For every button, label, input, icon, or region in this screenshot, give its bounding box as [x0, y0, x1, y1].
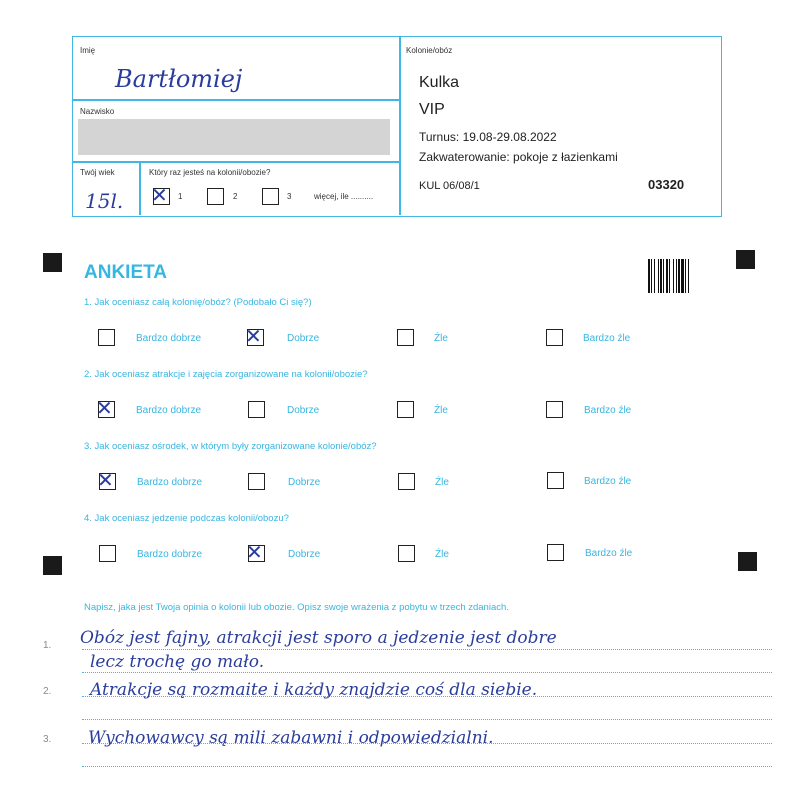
q1-checkbox-zle[interactable]	[397, 329, 414, 346]
answer-line-1b	[82, 672, 772, 673]
q4-checkbox-dobrze[interactable]	[246, 540, 265, 564]
line-number-2: 2.	[43, 686, 52, 697]
q2-option-bardzo-zle: Bardzo źle	[584, 405, 632, 416]
survey-title: ANKIETA	[84, 262, 168, 283]
q1-option-dobrze: Dobrze	[287, 333, 320, 344]
times-more-label: więcej, ile ..........	[314, 192, 374, 201]
age-field[interactable]: 15l.	[85, 189, 124, 213]
times-checkbox-2[interactable]	[207, 188, 224, 205]
opinion-prompt: Napisz, jaka jest Twoja opinia o kolonii lub obozie. Opisz swoje wrażenia z pobytu w trzech zdaniach.	[84, 602, 509, 613]
q3-checkbox-bardzo-zle[interactable]	[547, 472, 564, 489]
answer-text-2[interactable]: Atrakcje są rozmaite i każdy znajdzie coś dla siebie.	[90, 680, 538, 700]
camp-type: VIP	[419, 101, 445, 118]
answer-text-1-continued[interactable]: lecz trochę go mało.	[90, 652, 265, 672]
q2-checkbox-dobrze[interactable]	[248, 401, 265, 418]
question-2-text: 2. Jak oceniasz atrakcje i zajęcia zorganizowane na kolonii/obozie?	[84, 369, 368, 380]
q2-checkbox-bardzo-dobrze[interactable]	[96, 396, 115, 420]
checkbox-x-mark: ✕	[245, 324, 262, 348]
q4-option-bardzo-zle: Bardzo źle	[585, 548, 633, 559]
q3-checkbox-bardzo-dobrze[interactable]	[97, 468, 116, 492]
q3-option-dobrze: Dobrze	[288, 477, 321, 488]
answer-text-1[interactable]: Obóz jest fajny, atrakcji jest sporo a jedzenie jest dobre	[80, 628, 557, 648]
line-number-3: 3.	[43, 734, 52, 745]
q2-checkbox-zle[interactable]	[397, 401, 414, 418]
q1-option-zle: Źle	[434, 333, 448, 344]
times-question-label: Który raz jesteś na kolonii/obozie?	[149, 168, 271, 177]
accommodation: Zakwaterowanie: pokoje z łazienkami	[419, 150, 618, 164]
line-number-1: 1.	[43, 640, 52, 651]
name-field[interactable]: Bartłomiej	[115, 65, 243, 93]
q3-option-zle: Źle	[435, 477, 449, 488]
camp-label: Kolonie/obóz	[406, 46, 453, 55]
question-1-text: 1. Jak oceniasz całą kolonię/obóz? (Podobało Ci się?)	[84, 297, 312, 308]
surname-field-redacted[interactable]	[78, 119, 390, 155]
turnus-dates: Turnus: 19.08-29.08.2022	[419, 130, 557, 144]
times-option-3-label: 3	[287, 192, 292, 201]
q4-option-zle: Źle	[435, 549, 449, 560]
q4-option-bardzo-dobrze: Bardzo dobrze	[137, 549, 203, 560]
q3-option-bardzo-zle: Bardzo źle	[584, 476, 632, 487]
checkbox-x-mark: ✕	[97, 468, 114, 492]
times-checkbox-3[interactable]	[262, 188, 279, 205]
alignment-marker-bottom-right	[738, 552, 757, 571]
alignment-marker-top-left	[43, 253, 62, 272]
times-option-2-label: 2	[233, 192, 238, 201]
barcode	[648, 259, 698, 293]
age-label: Twój wiek	[80, 168, 115, 177]
answer-line-3b	[82, 766, 772, 767]
q1-checkbox-dobrze[interactable]	[245, 324, 264, 348]
q3-checkbox-zle[interactable]	[398, 473, 415, 490]
checkbox-x-mark: ✕	[151, 183, 168, 207]
q2-option-dobrze: Dobrze	[287, 405, 320, 416]
q4-checkbox-bardzo-zle[interactable]	[547, 544, 564, 561]
answer-line-1	[82, 649, 772, 650]
camp-code: KUL 06/08/1	[419, 180, 480, 192]
times-option-1-label: 1	[178, 192, 183, 201]
answer-line-2b	[82, 719, 772, 720]
q1-checkbox-bardzo-dobrze[interactable]	[98, 329, 115, 346]
surname-label: Nazwisko	[80, 107, 115, 116]
question-3-text: 3. Jak oceniasz ośrodek, w którym były zorganizowane kolonie/obóz?	[84, 441, 377, 452]
header-form	[72, 36, 722, 217]
barcode-bar	[689, 259, 690, 293]
camp-name: Kulka	[419, 74, 460, 91]
q4-checkbox-bardzo-dobrze[interactable]	[99, 545, 116, 562]
answer-text-3[interactable]: Wychowawcy są mili zabawni i odpowiedzialni.	[88, 728, 494, 748]
form-number: 03320	[648, 177, 685, 192]
q2-option-bardzo-dobrze: Bardzo dobrze	[136, 405, 202, 416]
q3-option-bardzo-dobrze: Bardzo dobrze	[137, 477, 203, 488]
name-label: Imię	[80, 46, 96, 55]
alignment-marker-top-right	[736, 250, 755, 269]
q4-option-dobrze: Dobrze	[288, 549, 321, 560]
q3-checkbox-dobrze[interactable]	[248, 473, 265, 490]
checkbox-x-mark: ✕	[246, 540, 263, 564]
q1-checkbox-bardzo-zle[interactable]	[546, 329, 563, 346]
q2-checkbox-bardzo-zle[interactable]	[546, 401, 563, 418]
alignment-marker-bottom-left	[43, 556, 62, 575]
q1-option-bardzo-zle: Bardzo źle	[583, 333, 631, 344]
q1-option-bardzo-dobrze: Bardzo dobrze	[136, 333, 202, 344]
q4-checkbox-zle[interactable]	[398, 545, 415, 562]
question-4-text: 4. Jak oceniasz jedzenie podczas kolonii/obozu?	[84, 513, 289, 524]
checkbox-x-mark: ✕	[96, 396, 113, 420]
times-checkbox-1[interactable]	[151, 183, 170, 207]
q2-option-zle: Źle	[434, 405, 448, 416]
